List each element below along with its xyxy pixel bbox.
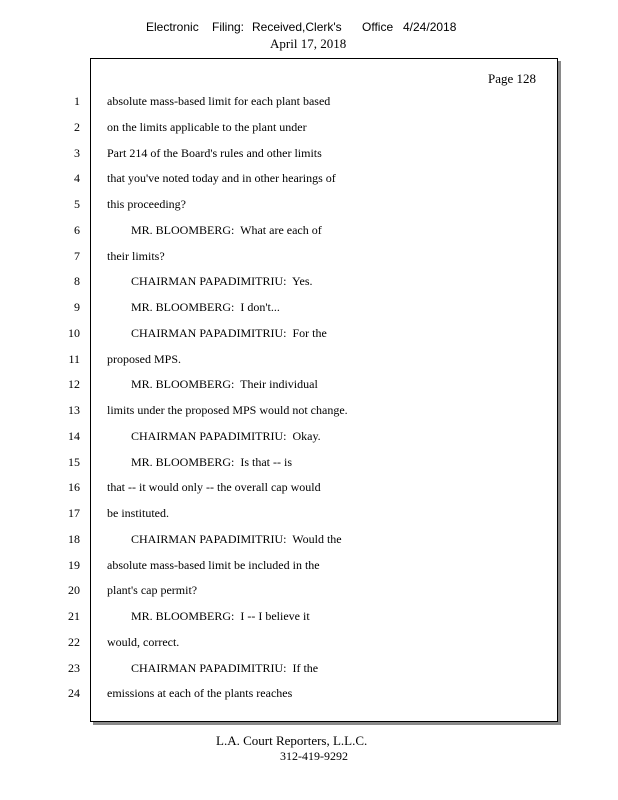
line-number: 9 (74, 300, 80, 314)
line-text: Part 214 of the Board's rules and other limits (107, 146, 322, 160)
line-number: 14 (68, 429, 80, 443)
filing-stamp-electronic: Electronic (146, 20, 199, 34)
line-text: that -- it would only -- the overall cap would (107, 480, 321, 494)
line-number: 2 (74, 120, 80, 134)
line-number: 16 (68, 480, 80, 494)
filing-stamp-filing: Filing: (212, 20, 245, 34)
line-text: would, correct. (107, 635, 180, 649)
line-text: CHAIRMAN PAPADIMITRIU: Yes. (107, 274, 313, 288)
line-number: 22 (68, 635, 80, 649)
line-text: this proceeding? (107, 197, 186, 211)
line-number: 19 (68, 558, 80, 572)
line-text: MR. BLOOMBERG: I -- I believe it (107, 609, 310, 623)
line-number: 17 (68, 506, 80, 520)
line-text: proposed MPS. (107, 352, 182, 366)
line-number: 6 (74, 223, 80, 237)
line-number: 20 (68, 583, 80, 597)
line-text: absolute mass-based limit for each plant based (107, 94, 331, 108)
line-number: 8 (74, 274, 80, 288)
line-number: 24 (68, 686, 80, 700)
line-number: 15 (68, 455, 80, 469)
filing-stamp-office: Office (362, 20, 394, 34)
line-number: 7 (74, 249, 80, 263)
line-text: be instituted. (107, 506, 169, 520)
line-number: 12 (68, 377, 80, 391)
line-text: MR. BLOOMBERG: What are each of (107, 223, 322, 237)
line-number: 21 (68, 609, 80, 623)
line-text: CHAIRMAN PAPADIMITRIU: If the (107, 661, 319, 675)
footer-company: L.A. Court Reporters, L.L.C. (216, 733, 368, 748)
page-number: Page 128 (487, 71, 536, 86)
line-text: that you've noted today and in other hearings of (107, 171, 336, 185)
line-number: 3 (74, 146, 80, 160)
line-text: on the limits applicable to the plant under (107, 120, 307, 134)
footer-phone: 312-419-9292 (280, 749, 348, 763)
line-number: 5 (74, 197, 80, 211)
line-number: 23 (68, 661, 80, 675)
line-text: CHAIRMAN PAPADIMITRIU: Would the (107, 532, 342, 546)
line-text: their limits? (107, 249, 165, 263)
line-number: 18 (68, 532, 80, 546)
line-text: MR. BLOOMBERG: I don't... (107, 300, 280, 314)
line-text: plant's cap permit? (107, 583, 198, 597)
line-text: MR. BLOOMBERG: Is that -- is (107, 455, 293, 469)
line-text: absolute mass-based limit be included in the (107, 558, 320, 572)
line-text: CHAIRMAN PAPADIMITRIU: For the (107, 326, 327, 340)
filing-stamp-date: 4/24/2018 (403, 20, 457, 34)
line-number: 11 (68, 352, 80, 366)
hearing-date: April 17, 2018 (270, 36, 347, 51)
line-number: 10 (68, 326, 80, 340)
line-number: 1 (74, 94, 80, 108)
line-number: 13 (68, 403, 80, 417)
line-text: emissions at each of the plants reaches (107, 686, 293, 700)
line-text: limits under the proposed MPS would not change. (107, 403, 348, 417)
line-number: 4 (74, 171, 80, 185)
line-text: CHAIRMAN PAPADIMITRIU: Okay. (107, 429, 321, 443)
line-text: MR. BLOOMBERG: Their individual (107, 377, 318, 391)
filing-stamp-received: Received,Clerk's (252, 20, 342, 34)
